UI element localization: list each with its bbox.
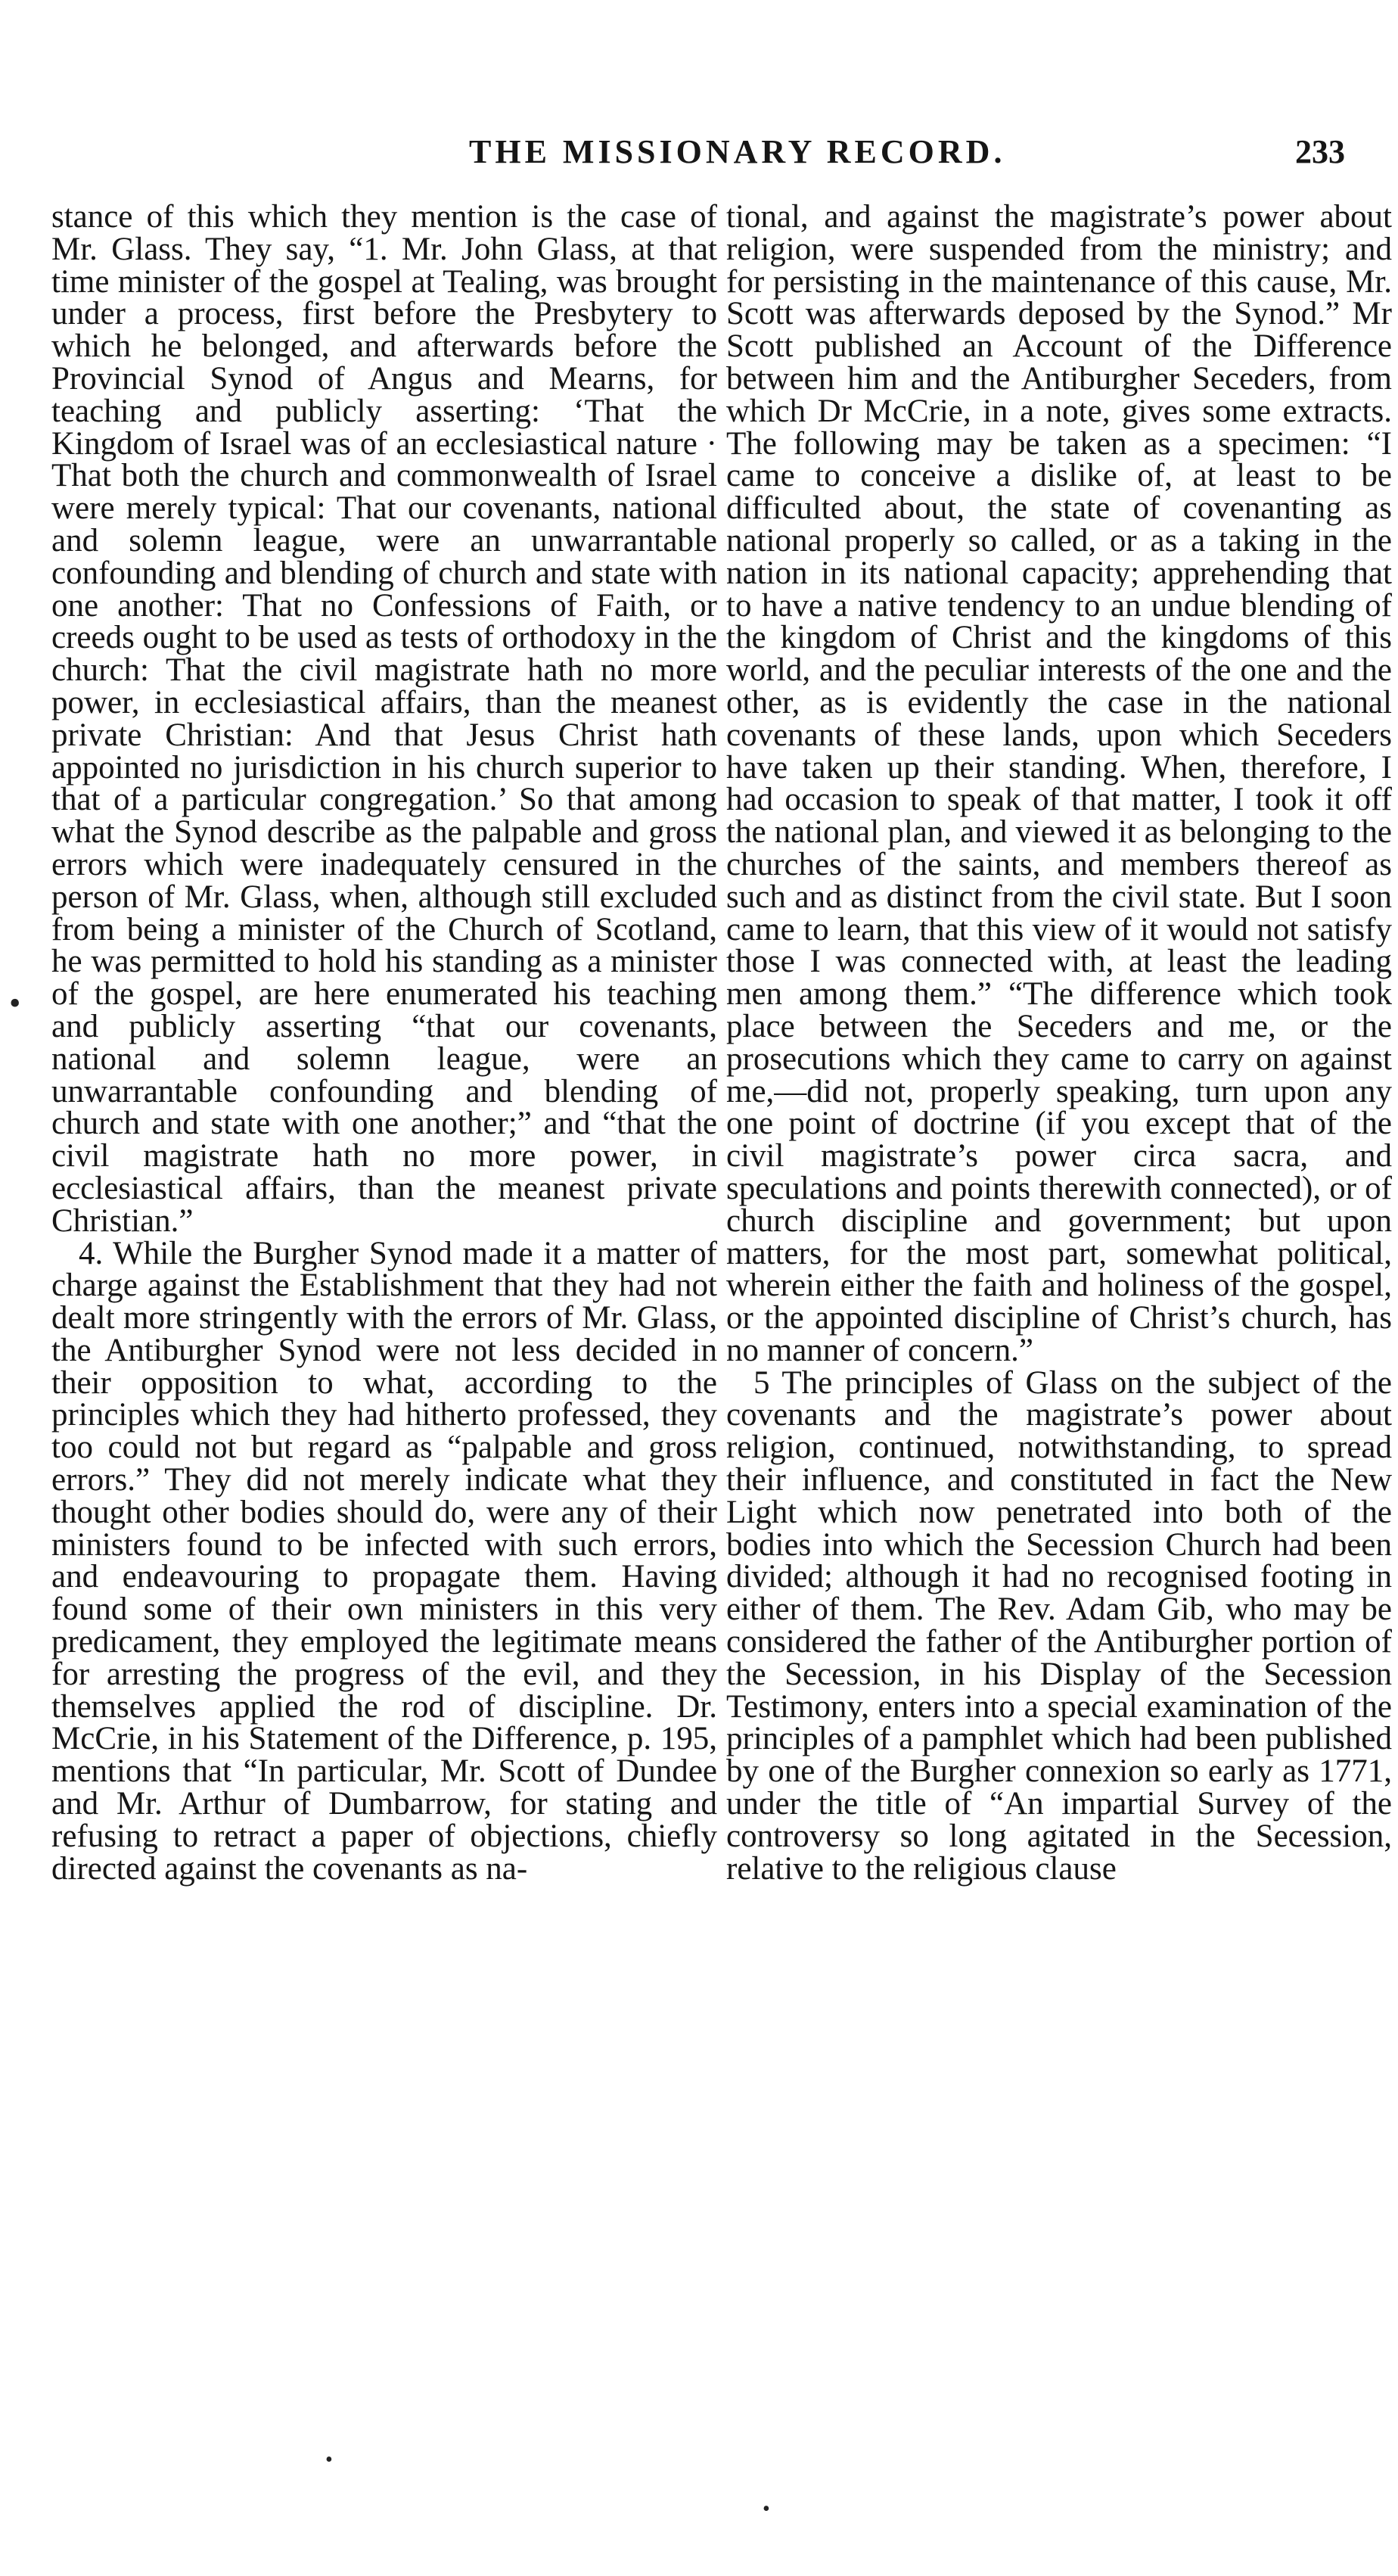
paragraph: tional, and against the magistrate’s power about religion, were suspended from the ministry; and for persisting in the maintenance of this cause, Mr. Scott was afterwards deposed by the Synod.” Mr Scott published an Account of the Difference between him and the Antiburgher Seceders, from which Dr McCrie, in a note, gives some extracts. The following may be taken as a specimen: “I came to conceive a dislike of, at least to be difficulted about, the state of covenanting as national properly so called, or as a taking in the nation in its national capacity; apprehending that to have a native tendency to an undue blending of the kingdom of Christ and the kingdoms of this world, and the peculiar interests of the one and the other, as is evidently the case in the national covenants of these lands, upon which Seceders have taken up their standing. When, therefore, I had occasion to speak of that matter, I took it off the national plan, and viewed it as belonging to the churches of the saints, and members thereof as such and as distinct from the civil state. But I soon came to learn, that this view of it would not satisfy those I was connected with, at least the leading men among them.” “The difference which took place between the Seceders and me, or the prosecutions which they came to carry on against me,—did not, properly speaking, turn upon any one point of doctrine (if you except that of the civil magistrate’s power circa sacra, and speculations and points therewith connected), or of church discipline and government; but upon matters, for the most part, somewhat political, wherein either the faith and holiness of the gospel, or the appointed discipline of Christ’s church, has no manner of concern.” <box>726 199 1392 1368</box>
paragraph: 4. While the Burgher Synod made it a matter of charge against the Establishment that they had not dealt more stringently with the errors of Mr. Glass, the Antiburgher Synod were not less decided in their opposition to what, according to the principles which they had hitherto professed, they too could not but regard as “palpable and gross errors.” They did not merely indicate what they thought other bodies should do, were any of their ministers found to be infected with such errors, and endeavouring to propagate them. Having found some of their own ministers in this very predicament, they employed the legitimate means for arresting the progress of the evil, and they themselves applied the rod of discipline. Dr. McCrie, in his Statement of the Difference, p. 195, mentions that “In particular, Mr. Scott of Dundee and Mr. Arthur of Dumbarrow, for stating and refusing to retract a paper of objections, chiefly directed against the covenants as na- <box>51 1235 717 1887</box>
right-column <box>726 201 1392 1885</box>
margin-dot: • <box>9 985 21 1022</box>
paragraph: stance of this which they mention is the case of Mr. Glass. They say, “1. Mr. John Glass, at that time minister of the gospel at Tealing, was brought under a process, first before the Presbytery to which he belonged, and afterwards before the Provincial Synod of Angus and Mearns, for teaching and publicly asserting: ‘That the Kingdom of Israel was of an ecclesiastical nature · That both the church and commonwealth of Israel were merely typical: That our covenants, national and solemn league, were an unwarrantable confounding and blending of church and state with one another: That no Confessions of Faith, or creeds ought to be used as tests of orthodoxy in the church: That the civil magistrate hath no more power, in ecclesiastical affairs, than the meanest private Christian: And that Jesus Christ hath appointed no jurisdiction in his church superior to that of a particular congregation.’ So that among what the Synod describe as the palpable and gross errors which were inadequately censured in the person of Mr. Glass, when, although still excluded from being a minister of the Church of Scotland, he was permitted to hold his standing as a minister of the gospel, are here enumerated his teaching and publicly asserting “that our covenants, national and solemn league, were an unwarrantable confounding and blending of church and state with one another;” and “that the civil magistrate hath no more power, in ecclesiastical affairs, than the meanest private Christian.” <box>51 199 717 1239</box>
left-column <box>51 201 717 1885</box>
paragraph: 5 The principles of Glass on the subject of the covenants and the magistrate’s power about religion, continued, notwithstanding, to spread their influence, and constituted in fact the New Light which now penetrated into both of the bodies into which the Secession Church had been divided; although it had no recognised footing in either of them. The Rev. Adam Gib, who may be considered the father of the Antiburgher portion of the Secession, in his Display of the Secession Testimony, enters into a special examination of the principles of a pamphlet which had been published by one of the Burgher connexion so early as 1771, under the title of “An impartial Survey of the controversy so long agitated in the Secession, relative to the religious clause <box>726 1364 1392 1887</box>
running-title: THE MISSIONARY RECORD. <box>469 133 1006 170</box>
stray-mark: • <box>763 2497 770 2521</box>
running-header <box>0 132 1398 193</box>
stray-mark: • <box>325 2448 333 2472</box>
page-number: 233 <box>1295 133 1345 170</box>
